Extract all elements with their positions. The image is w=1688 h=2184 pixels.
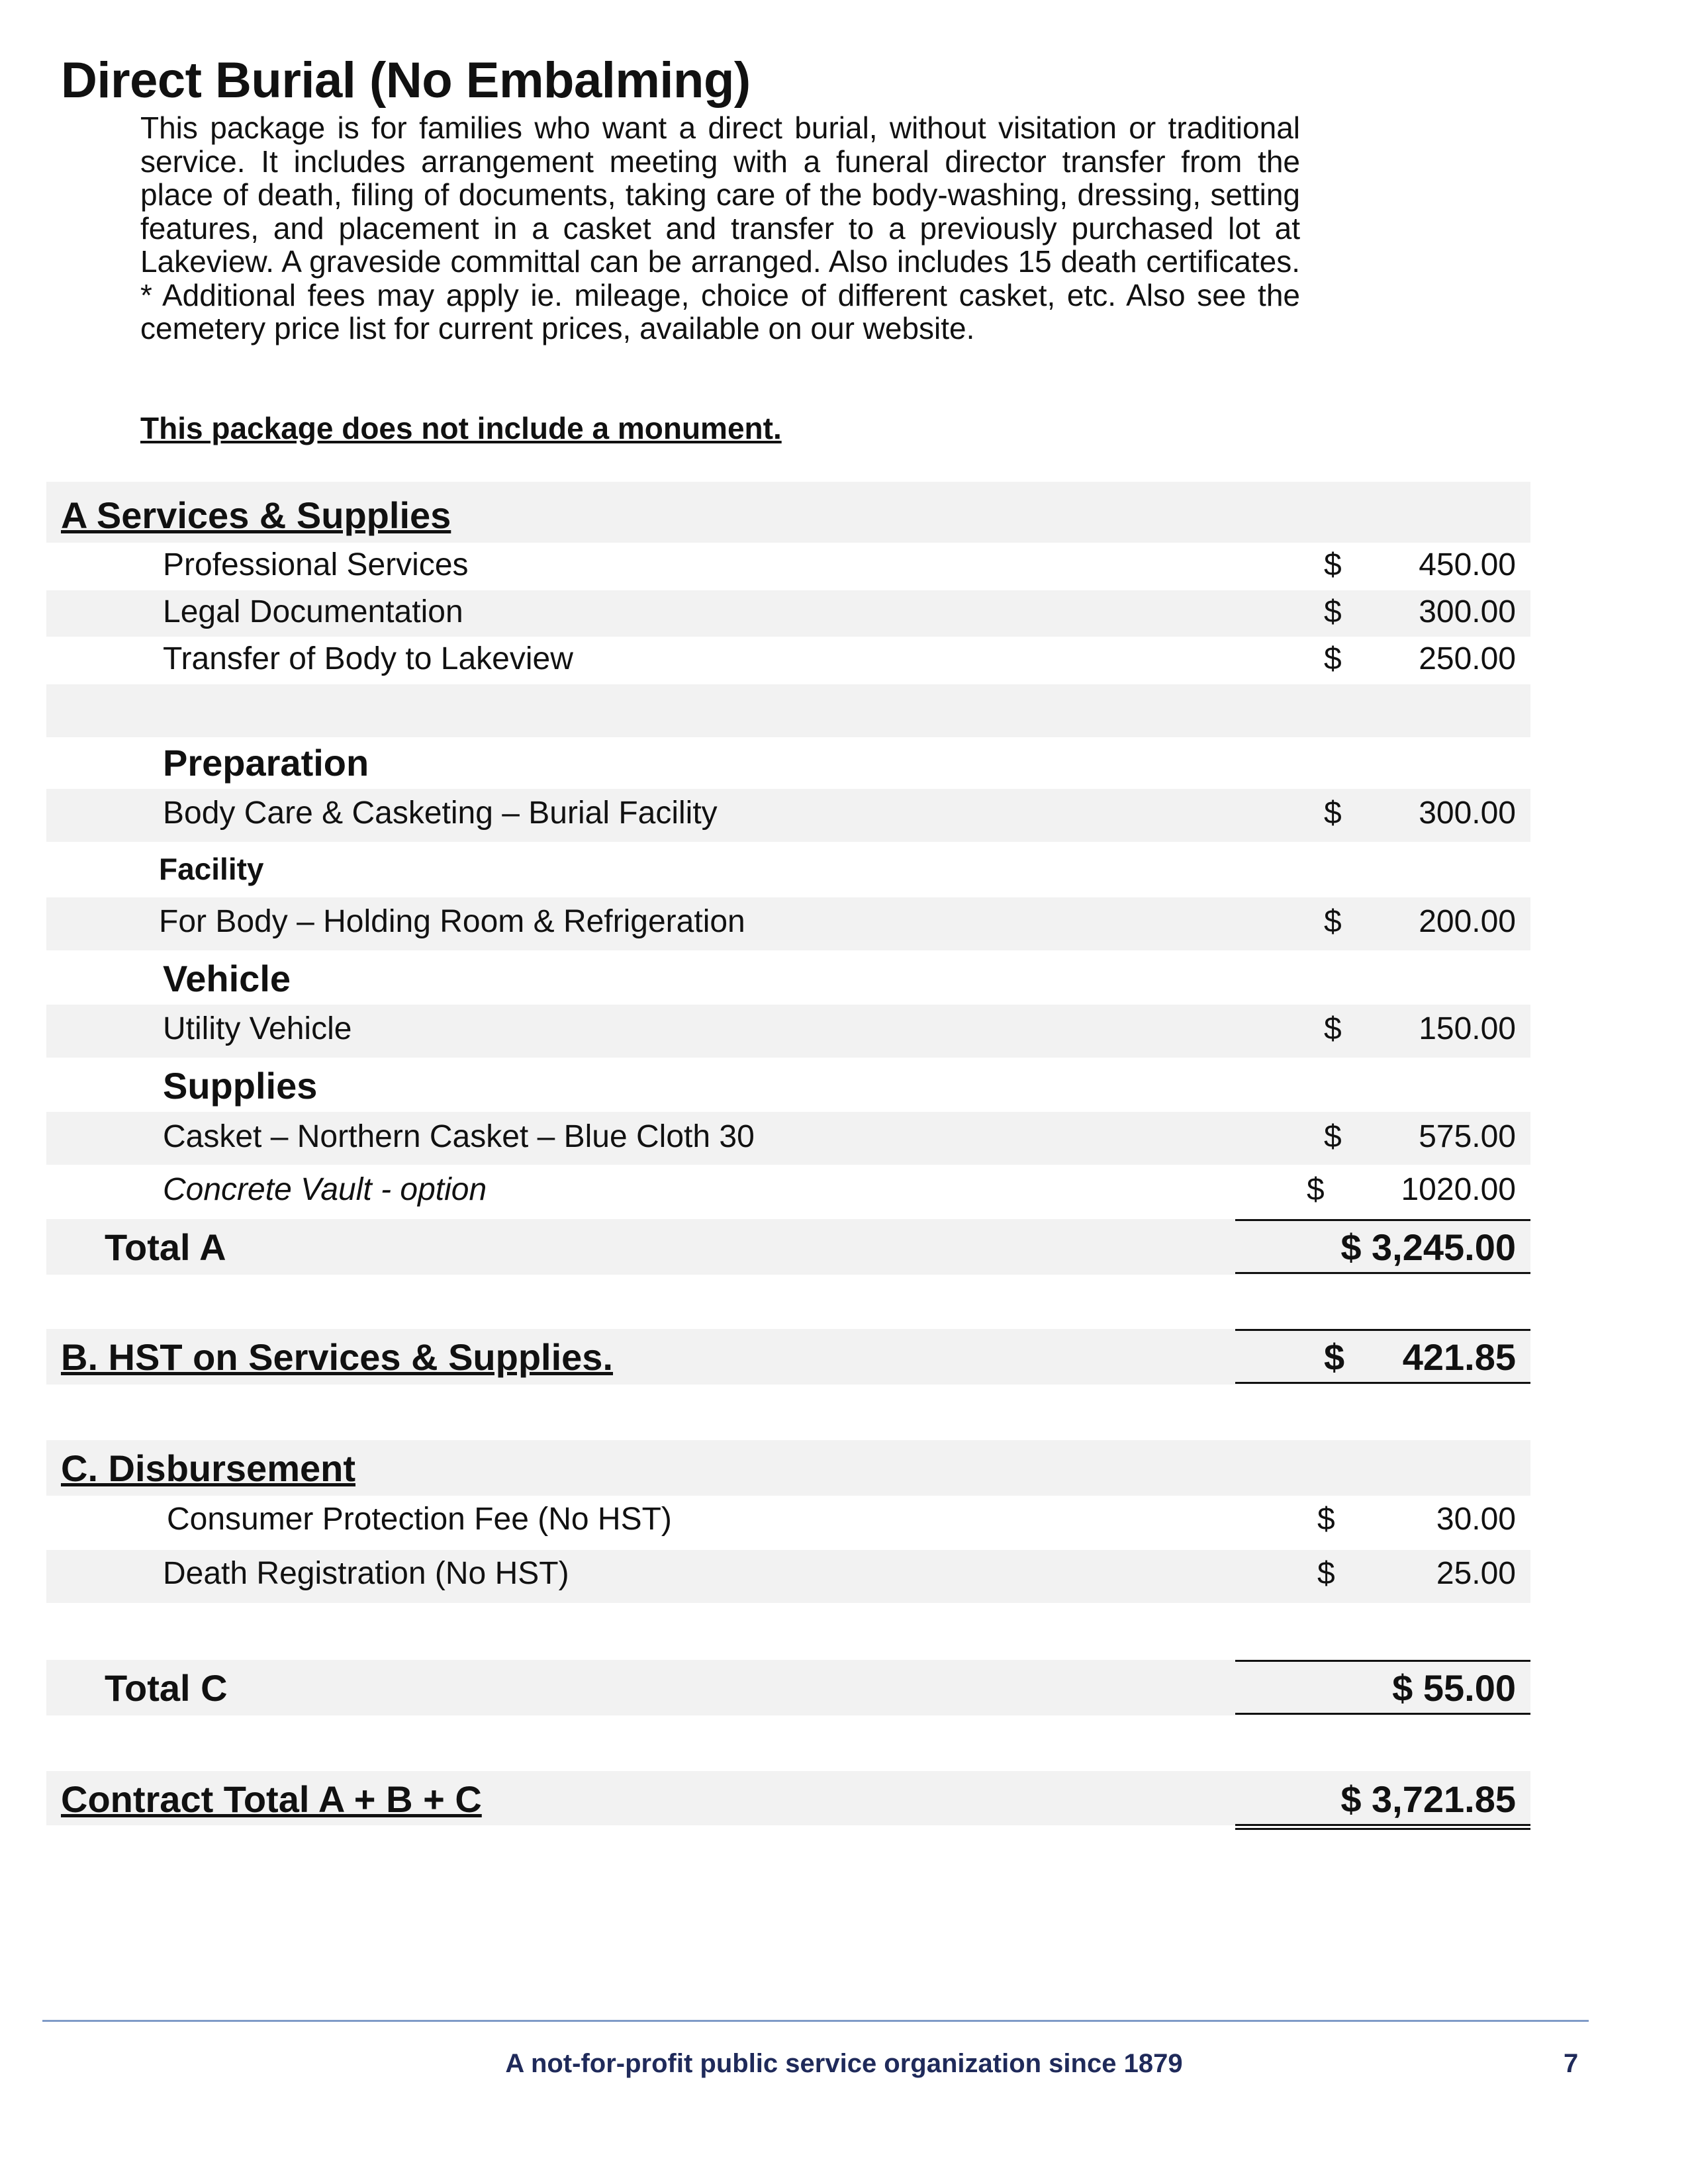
total-top-rule (1235, 1219, 1530, 1221)
item-amount: 300.00 (1419, 796, 1516, 831)
item-amount: 30.00 (1436, 1502, 1516, 1537)
currency-symbol: $ (1324, 547, 1342, 582)
currency-symbol: $ (1324, 1336, 1345, 1378)
hst-bottom-rule (1235, 1382, 1530, 1384)
total-c-label: Total C (105, 1667, 228, 1709)
currency-symbol: $ (1317, 1502, 1335, 1537)
currency-symbol: $ (1324, 904, 1342, 939)
contract-total-label: Contract Total A + B + C (61, 1778, 482, 1820)
hst-amount: 421.85 (1402, 1336, 1516, 1378)
total-band (46, 1660, 1530, 1715)
item-label: Transfer of Body to Lakeview (163, 641, 573, 676)
footer-divider (42, 2020, 1589, 2022)
item-label: For Body – Holding Room & Refrigeration (159, 904, 745, 939)
item-amount: 200.00 (1419, 904, 1516, 939)
currency-symbol: $ (1324, 1119, 1342, 1154)
facility-heading: Facility (159, 852, 264, 886)
total-bottom-rule (1235, 1713, 1530, 1715)
total-c-value: $ 55.00 (1392, 1667, 1516, 1709)
page-number: 7 (1564, 2049, 1579, 2078)
item-amount: 450.00 (1419, 547, 1516, 582)
page-title: Direct Burial (No Embalming) (61, 52, 751, 109)
item-label: Professional Services (163, 547, 469, 582)
total-band (46, 1219, 1530, 1275)
total-a-label: Total A (105, 1226, 226, 1268)
item-label: Consumer Protection Fee (No HST) (167, 1502, 672, 1537)
monument-note: This package does not include a monument. (140, 411, 782, 445)
spacer-band (46, 684, 1530, 737)
supplies-heading: Supplies (163, 1065, 318, 1107)
section-a-heading: A Services & Supplies (61, 494, 451, 536)
hst-top-rule (1235, 1329, 1530, 1331)
total-bottom-rule (1235, 1272, 1530, 1274)
currency-symbol: $ (1307, 1172, 1325, 1207)
total-a-value: $ 3,245.00 (1340, 1226, 1516, 1268)
currency-symbol: $ (1324, 594, 1342, 629)
item-label: Casket – Northern Casket – Blue Cloth 30 (163, 1119, 755, 1154)
vehicle-heading: Vehicle (163, 958, 291, 999)
item-amount: 575.00 (1419, 1119, 1516, 1154)
footer-text: A not-for-profit public service organization since 1879 (505, 2049, 1183, 2078)
item-amount: 150.00 (1419, 1011, 1516, 1046)
item-amount: 25.00 (1436, 1556, 1516, 1591)
package-description: This package is for families who want a direct burial, without visitation or traditional service. It includes arrangement meeting with a funeral director transfer from the place of death, filing of documents, taking care of the body-washing, dressing, setting features, and placement in a casket and transfer to a previously purchased lot at Lakeview. A graveside committal can be arranged. Also includes 15 death certificates. * Additional fees may apply ie. mileage, choice of different casket, etc. Also see the cemetery price list for current prices, available on our website. (140, 111, 1300, 345)
contract-total-double-rule-1 (1235, 1824, 1530, 1826)
item-amount: 250.00 (1419, 641, 1516, 676)
total-top-rule (1235, 1660, 1530, 1662)
currency-symbol: $ (1324, 641, 1342, 676)
item-label: Body Care & Casketing – Burial Facility (163, 796, 718, 831)
currency-symbol: $ (1324, 1011, 1342, 1046)
item-label: Concrete Vault - option (163, 1172, 487, 1207)
currency-symbol: $ (1317, 1556, 1335, 1591)
contract-total-double-rule-2 (1235, 1828, 1530, 1830)
section-c-heading: C. Disbursement (61, 1447, 355, 1489)
item-amount: 300.00 (1419, 594, 1516, 629)
preparation-heading: Preparation (163, 742, 369, 784)
currency-symbol: $ (1324, 796, 1342, 831)
item-label: Death Registration (No HST) (163, 1556, 569, 1591)
item-label: Utility Vehicle (163, 1011, 352, 1046)
item-label: Legal Documentation (163, 594, 463, 629)
section-b-heading: B. HST on Services & Supplies. (61, 1336, 614, 1378)
contract-total-value: $ 3,721.85 (1340, 1778, 1516, 1820)
item-amount: 1020.00 (1401, 1172, 1516, 1207)
